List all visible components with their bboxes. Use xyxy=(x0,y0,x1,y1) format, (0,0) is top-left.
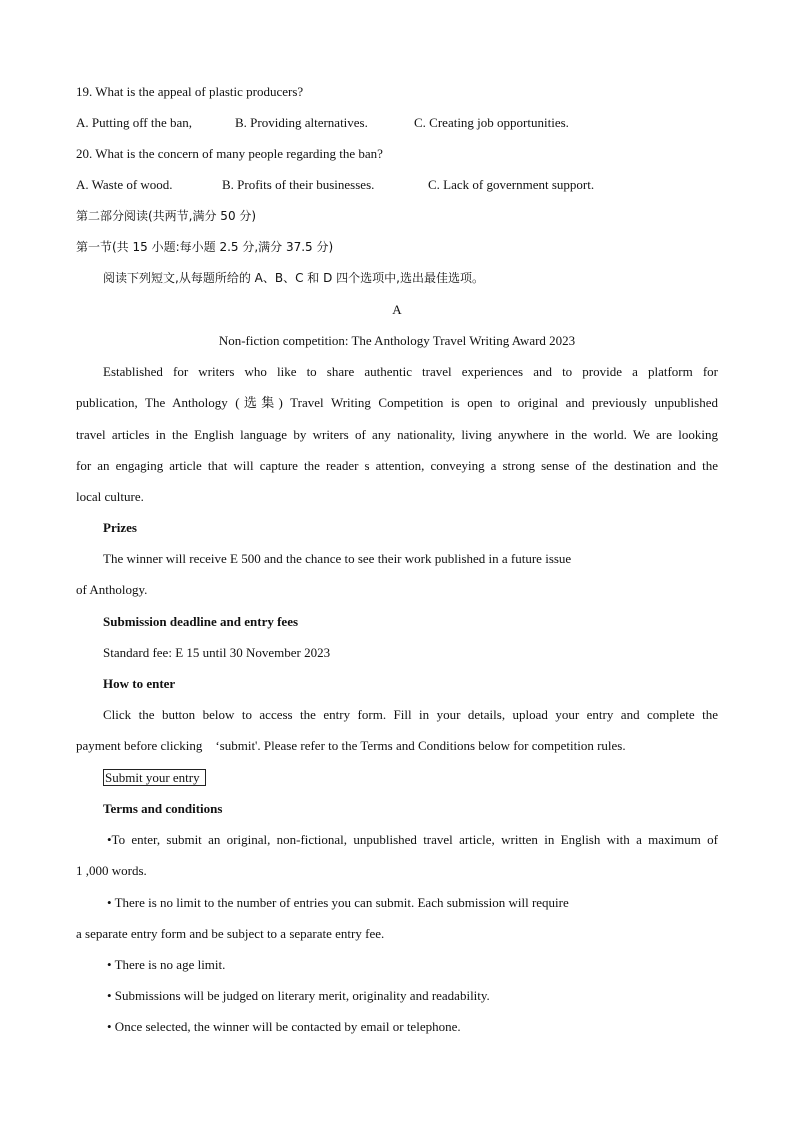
term-1-line-1: •To enter, submit an original, non-fictional, unpublished travel article, written in English with a maximum of xyxy=(107,832,718,847)
subsection-title: 第一节(共 15 小题:每小题 2.5 分,满分 37.5 分) xyxy=(76,240,334,254)
how-heading: How to enter xyxy=(103,676,176,691)
term-1-line-2: 1 ,000 words. xyxy=(76,863,147,878)
part-title: 第二部分阅读(共两节,满分 50 分) xyxy=(76,209,257,223)
intro-line-2: publication, The Anthology (选集) Travel Writing Competition is open to original and previously unpublished xyxy=(76,395,718,410)
how-line-2: payment before clicking ‘submit'. Please refer to the Terms and Conditions below for competition rules. xyxy=(76,738,626,753)
term-3: • There is no age limit. xyxy=(107,957,226,972)
intro-line-1: Established for writers who like to share authentic travel experiences and to provide a platform for xyxy=(103,364,718,379)
prizes-line-2: of Anthology. xyxy=(76,582,148,597)
question-20-option-a: A. Waste of wood. xyxy=(76,177,173,192)
question-19-option-c: C. Creating job opportunities. xyxy=(414,115,569,130)
how-line-1: Click the button below to access the entry form. Fill in your details, upload your entry and complete the xyxy=(103,707,718,722)
term-4: • Submissions will be judged on literary merit, originality and readability. xyxy=(107,988,490,1003)
deadline-heading: Submission deadline and entry fees xyxy=(103,614,299,629)
term-2-line-2: a separate entry form and be subject to a separate entry fee. xyxy=(76,926,385,941)
question-19-option-a: A. Putting off the ban, xyxy=(76,115,193,130)
question-20-option-c: C. Lack of government support. xyxy=(428,177,595,192)
intro-line-5: local culture. xyxy=(76,489,144,504)
term-2-line-1: • There is no limit to the number of entries you can submit. Each submission will require xyxy=(107,895,569,910)
passage-title: Non-fiction competition: The Anthology Travel Writing Award 2023 xyxy=(218,333,576,348)
question-19: 19. What is the appeal of plastic producers? xyxy=(76,84,304,99)
prizes-heading: Prizes xyxy=(103,520,137,535)
question-19-option-b: B. Providing alternatives. xyxy=(235,115,368,130)
submit-entry-button[interactable]: Submit your entry xyxy=(103,769,206,786)
terms-heading: Terms and conditions xyxy=(103,801,223,816)
intro-line-3: travel articles in the English language by writers of any nationality, living anywhere in the world. We are looking xyxy=(76,427,718,442)
question-20: 20. What is the concern of many people regarding the ban? xyxy=(76,146,383,161)
term-5: • Once selected, the winner will be contacted by email or telephone. xyxy=(107,1019,461,1034)
passage-letter: A xyxy=(392,302,402,317)
fee-text: Standard fee: E 15 until 30 November 2023 xyxy=(103,645,331,660)
instruction: 阅读下列短文,从每题所给的 A、B、C 和 D 四个选项中,选出最佳选项。 xyxy=(103,271,484,285)
intro-line-4: for an engaging article that will capture the reader s attention, conveying a strong sense of the destination and the xyxy=(76,458,718,473)
prizes-line-1: The winner will receive E 500 and the chance to see their work published in a future issue xyxy=(103,551,572,566)
question-20-option-b: B. Profits of their businesses. xyxy=(222,177,375,192)
